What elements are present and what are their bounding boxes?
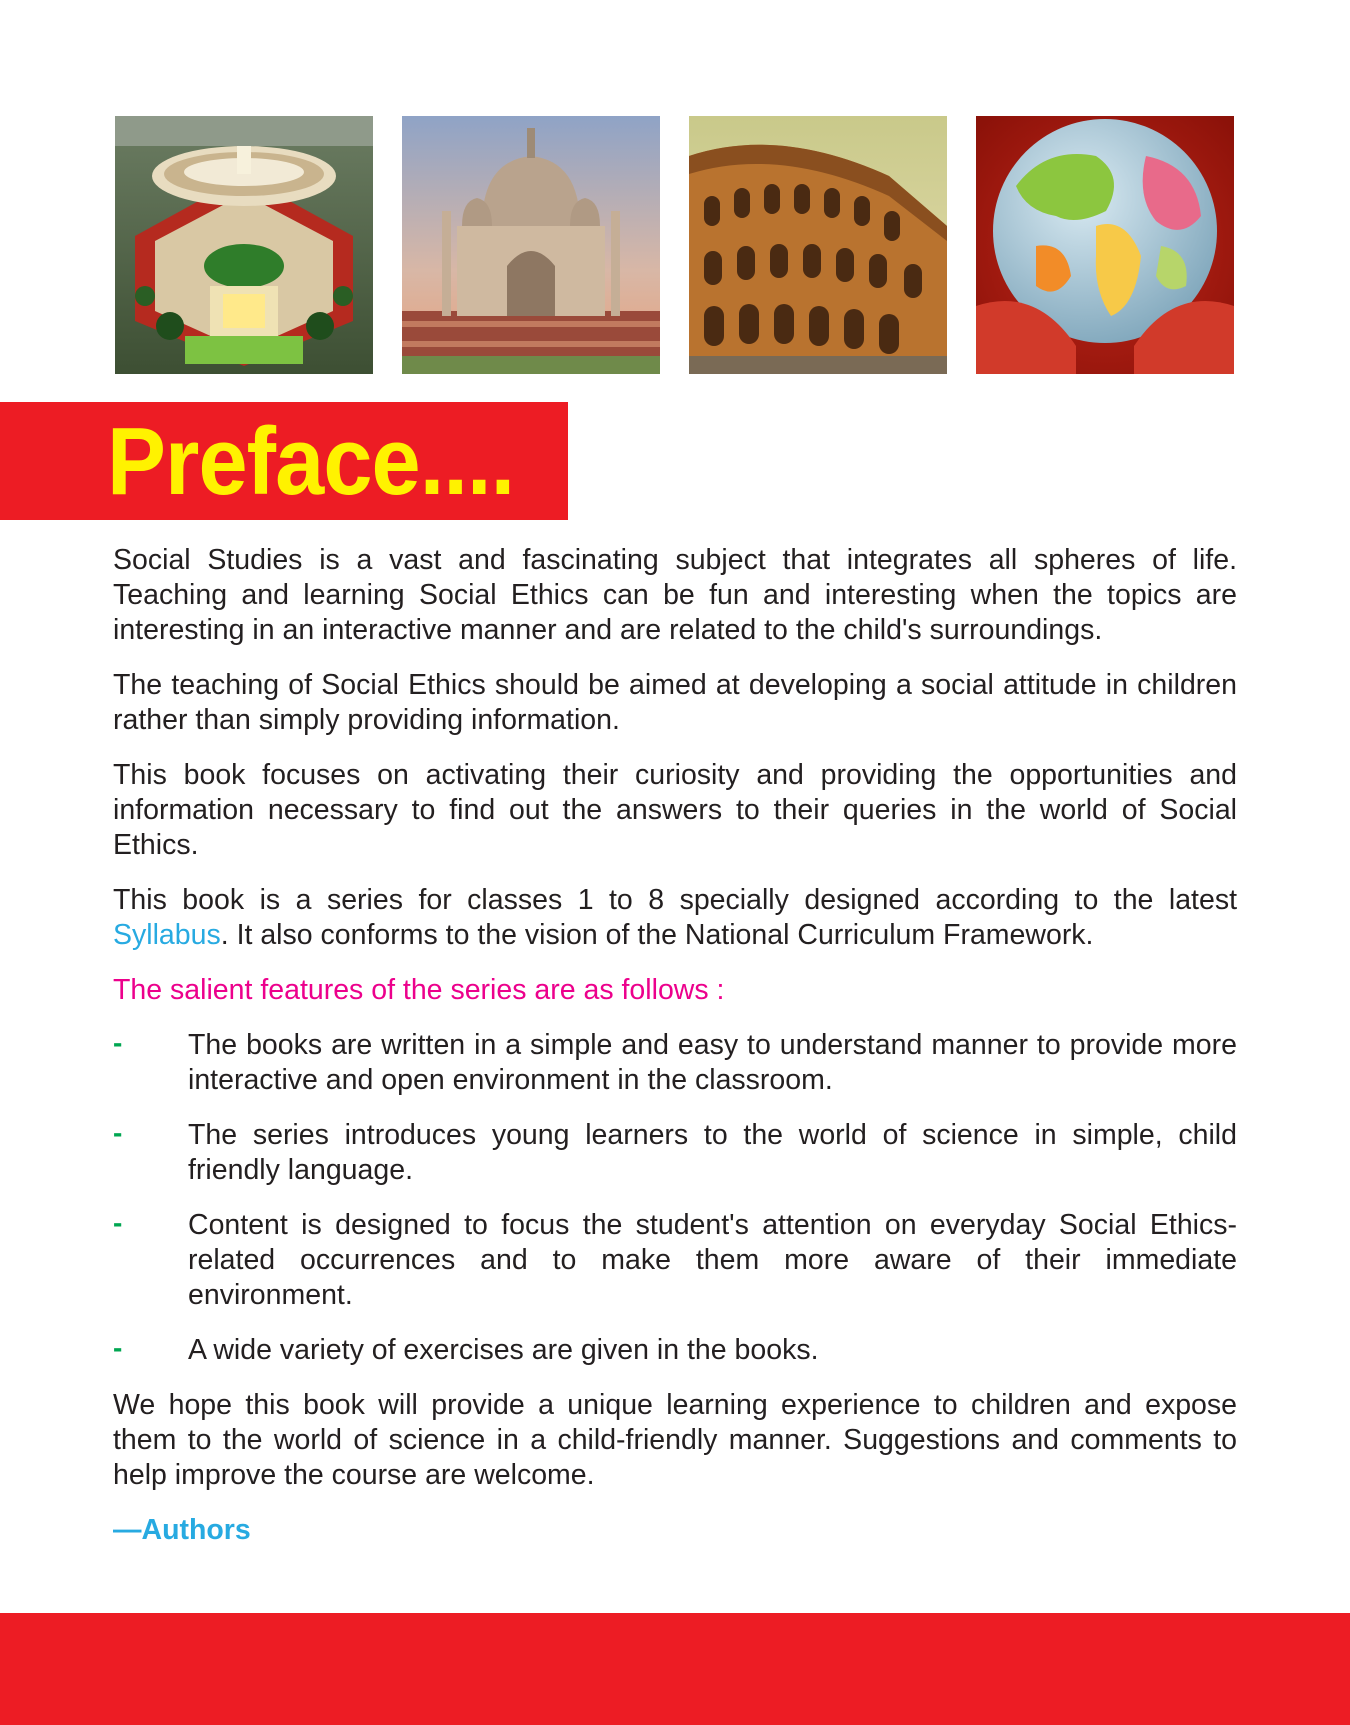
feature-text: The books are written in a simple and easy to understand manner to provide more interactive and open environment in the classroom. bbox=[188, 1029, 1237, 1096]
syllabus-link[interactable]: Syllabus bbox=[113, 919, 221, 951]
feature-text: The series introduces young learners to the world of science in simple, child friendly language. bbox=[188, 1119, 1237, 1186]
features-list bbox=[113, 1028, 1237, 1368]
series-text-after: . It also conforms to the vision of the National Curriculum Framework. bbox=[220, 919, 1094, 951]
authors-signature: —Authors bbox=[113, 1514, 251, 1546]
bullet-dash-icon: - bbox=[113, 1027, 123, 1058]
closing-paragraph: We hope this book will provide a unique learning experience to children and expose them to the world of science in a child-friendly manner. Suggestions and comments to help improve the course are welcome. bbox=[113, 1389, 1237, 1491]
bullet-dash-icon: - bbox=[113, 1207, 123, 1238]
taj-mahal-image bbox=[402, 116, 660, 374]
curiosity-paragraph: This book focuses on activating their curiosity and providing the opportunities and information necessary to find out the answers to their queries in the world of Social Ethics. bbox=[113, 759, 1237, 861]
list-item bbox=[113, 1333, 1237, 1368]
bullet-dash-icon: - bbox=[113, 1332, 123, 1363]
teaching-paragraph: The teaching of Social Ethics should be aimed at developing a social attitude in children rather than simply providing information. bbox=[113, 669, 1237, 736]
footer-band bbox=[0, 1613, 1350, 1725]
parliament-building-image bbox=[115, 116, 373, 374]
list-item bbox=[113, 1208, 1237, 1313]
preface-banner bbox=[0, 402, 568, 520]
series-text-before: This book is a series for classes 1 to 8 specially designed according to the latest bbox=[113, 884, 1237, 916]
globe-in-hands-image bbox=[976, 116, 1234, 374]
bullet-dash-icon: - bbox=[113, 1117, 123, 1148]
list-item bbox=[113, 1028, 1237, 1098]
colosseum-image bbox=[689, 116, 947, 374]
series-paragraph bbox=[113, 883, 1237, 953]
list-item bbox=[113, 1118, 1237, 1188]
feature-text: Content is designed to focus the student's attention on everyday Social Ethics-related occurrences and to make them more aware of their immediate environment. bbox=[188, 1209, 1237, 1311]
feature-text: A wide variety of exercises are given in the books. bbox=[188, 1334, 819, 1366]
features-heading: The salient features of the series are as follows : bbox=[113, 974, 725, 1006]
intro-paragraph: Social Studies is a vast and fascinating subject that integrates all spheres of life. Teaching and learning Social Ethics can be fun and interesting when the topics are interesting in an interactive manner and are related to the child's surroundings. bbox=[113, 544, 1237, 646]
page-title: Preface.... bbox=[107, 408, 515, 515]
preface-body bbox=[113, 543, 1237, 1548]
